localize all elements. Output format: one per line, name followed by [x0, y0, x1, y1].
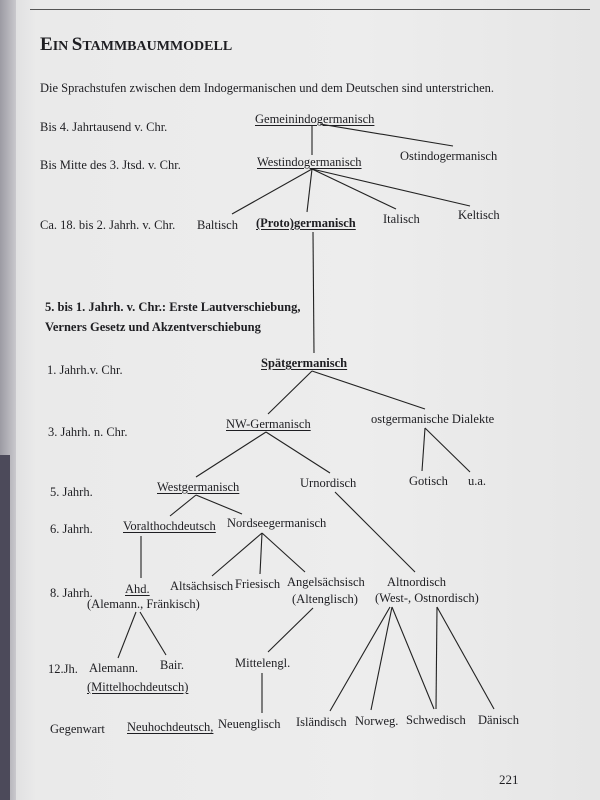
edge-altnord-schwedisch-b — [436, 607, 437, 709]
node-altsaechsisch: Altsächsisch — [170, 579, 234, 593]
period-label: 12.Jh. — [48, 662, 78, 676]
node-spaetgermanisch: Spätgermanisch — [261, 356, 348, 370]
node-altnordisch-sub: (West-, Ostnordisch) — [375, 591, 479, 605]
edge-altnord-schwedisch-a — [392, 607, 434, 709]
node-ostgermanische-dialekte: ostgermanische Dialekte — [371, 412, 495, 426]
intro-text: Die Sprachstufen zwischen dem Indogermanischen und dem Deutschen sind unterstrichen. — [40, 81, 495, 95]
node-schwedisch: Schwedisch — [406, 713, 466, 727]
edge-nw-urnordisch — [266, 432, 330, 473]
node-altnordisch: Altnordisch — [387, 575, 447, 589]
edge-angels-mittelengl — [268, 608, 313, 652]
node-italisch: Italisch — [383, 212, 420, 226]
node-ahd-sub: (Alemann., Fränkisch) — [87, 597, 200, 611]
node-ahd: Ahd. — [125, 582, 150, 596]
edge-west-baltisch — [232, 169, 312, 214]
edge-ahd-alemann — [118, 612, 136, 658]
edge-west-proto — [307, 169, 312, 212]
edge-urnordisch-altnordisch — [335, 492, 415, 572]
node-mittelhochdeutsch: (Mittelhochdeutsch) — [87, 680, 189, 694]
node-westindogermanisch: Westindogermanisch — [257, 155, 362, 169]
node-gemeinindogermanisch: Gemeinindogermanisch — [255, 112, 375, 126]
node-protogermanisch: (Proto)germanisch — [256, 216, 356, 230]
edge-nw-westgerm — [196, 432, 266, 477]
node-angelsaechsisch-sub: (Altenglisch) — [292, 592, 358, 606]
period-label: Verners Gesetz und Akzentverschiebung — [45, 320, 261, 334]
period-label: 1. Jahrh.v. Chr. — [47, 363, 123, 377]
edge-westgerm-nordsee — [196, 495, 242, 514]
period-label: Ca. 18. bis 2. Jahrh. v. Chr. — [40, 218, 176, 232]
edge-ost-ua — [425, 428, 470, 472]
node-nordseegermanisch: Nordseegermanisch — [227, 516, 327, 530]
period-label: Bis 4. Jahrtausend v. Chr. — [40, 120, 168, 134]
node-neuenglisch: Neuenglisch — [218, 717, 281, 731]
period-label: 5. bis 1. Jahrh. v. Chr.: Erste Lautverschiebung, — [45, 300, 301, 314]
node-nw-germanisch: NW-Germanisch — [226, 417, 311, 431]
edge-altnord-daenisch — [437, 607, 494, 709]
node-daenisch: Dänisch — [478, 713, 519, 727]
period-label: 8. Jahrh. — [50, 586, 93, 600]
node-keltisch: Keltisch — [458, 208, 500, 222]
node-ua: u.a. — [468, 474, 487, 488]
page-title: EIN STAMMBAUMMODELL — [40, 34, 233, 55]
period-label: 3. Jahrh. n. Chr. — [48, 425, 128, 439]
node-norweg: Norweg. — [355, 714, 399, 728]
node-angelsaechsisch: Angelsächsisch — [287, 575, 365, 589]
node-voralthochdeutsch: Voralthochdeutsch — [123, 519, 216, 533]
edge-ost-gotisch — [422, 428, 425, 471]
page-number: 221 — [499, 772, 519, 787]
edge-proto-spaet — [313, 232, 314, 353]
node-gotisch: Gotisch — [409, 474, 448, 488]
edge-gemein-ost — [320, 124, 453, 146]
node-baltisch: Baltisch — [197, 218, 238, 232]
period-label: Gegenwart — [50, 722, 105, 736]
node-urnordisch: Urnordisch — [300, 476, 357, 490]
edge-westgerm-vorahd — [170, 495, 196, 516]
node-islaendisch: Isländisch — [296, 715, 347, 729]
period-label: 5. Jahrh. — [50, 485, 93, 499]
period-label: Bis Mitte des 3. Jtsd. v. Chr. — [40, 158, 181, 172]
node-mittelengl: Mittelengl. — [235, 656, 291, 670]
edge-nordsee-friesisch — [260, 533, 262, 574]
node-alemann: Alemann. — [89, 661, 138, 675]
period-label: 6. Jahrh. — [50, 522, 93, 536]
node-ostindogermanisch: Ostindogermanisch — [400, 149, 498, 163]
edge-west-keltisch — [312, 169, 470, 206]
edge-nordsee-altsaechsisch — [212, 533, 262, 576]
node-neuhochdeutsch: Neuhochdeutsch, — [127, 720, 214, 734]
edge-spaet-ost — [312, 371, 425, 409]
edge-west-italisch — [312, 169, 396, 209]
edge-nordsee-angelsaechsisch — [262, 533, 305, 572]
node-friesisch: Friesisch — [235, 577, 281, 591]
node-westgermanisch: Westgermanisch — [157, 480, 240, 494]
edge-spaet-nw — [268, 371, 312, 414]
edge-ahd-bair — [140, 612, 166, 655]
node-bair: Bair. — [160, 658, 184, 672]
